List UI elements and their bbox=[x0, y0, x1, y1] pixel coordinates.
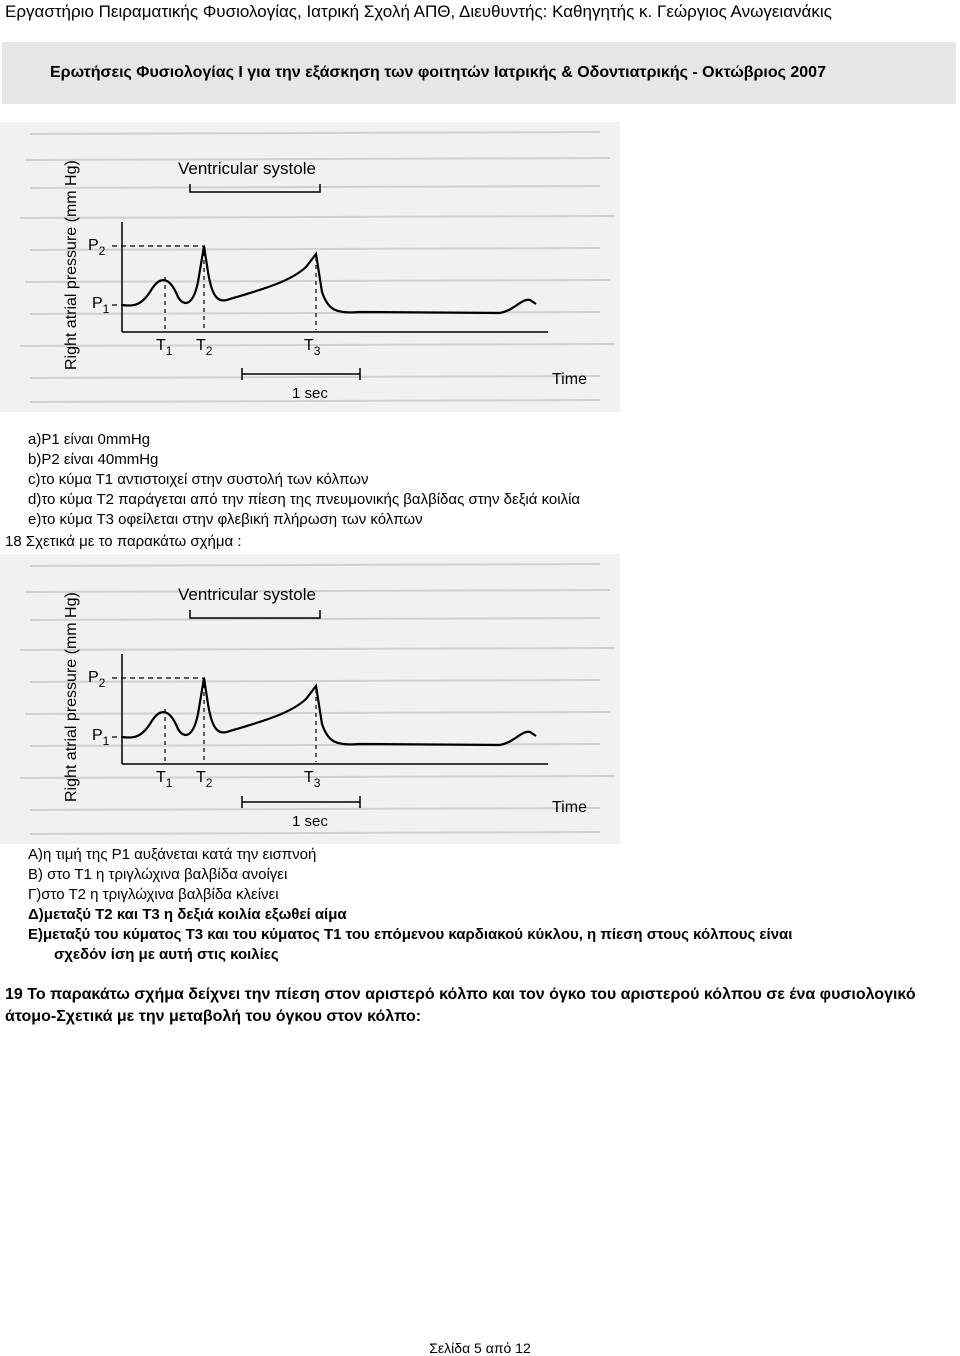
pressure-figure-1 bbox=[0, 122, 620, 412]
t1-label: $T_1$ bbox=[156, 337, 173, 358]
option-E: Ε)μεταξύ του κύματος Τ3 και του κύματος Τ1 του επόμενου καρδιακού κύκλου, η πίεση στους κόλπους είναι bbox=[28, 926, 793, 943]
figure-title: Ventricular systole bbox=[178, 159, 316, 178]
pressure-figure-2 bbox=[0, 554, 620, 844]
option-b: b)P2 είναι 40mmHg bbox=[28, 451, 159, 468]
x-axis-label: Time bbox=[552, 371, 587, 388]
option-D: Δ)μεταξύ Τ2 και Τ3 η δεξιά κοιλία εξωθεί αίμα bbox=[28, 906, 347, 923]
option-E-continuation: σχεδόν ίση με αυτή στις κοιλίες bbox=[54, 946, 279, 963]
p2-label: $P_2$ bbox=[88, 237, 106, 258]
figure-title: Ventricular systole bbox=[178, 585, 316, 604]
p1-label: $P_1$ bbox=[92, 295, 110, 316]
t3-label: $T_3$ bbox=[304, 337, 321, 358]
t2-label: $T_2$ bbox=[196, 769, 213, 790]
option-A: Α)η τιμή της P1 αυξάνεται κατά την εισπνοή bbox=[28, 846, 317, 863]
option-e: e)το κύμα Τ3 οφείλεται στην φλεβική πλήρωση των κόλπων bbox=[28, 511, 423, 528]
t2-label: $T_2$ bbox=[196, 337, 213, 358]
document-header: Εργαστήριο Πειραματικής Φυσιολογίας, Ιατρική Σχολή ΑΠΘ, Διευθυντής: Καθηγητής κ. Γεώργιος Ανωγειανάκις bbox=[5, 2, 832, 21]
option-d: d)το κύμα Τ2 παράγεται από την πίεση της πνευμονικής βαλβίδας στην δεξιά κοιλία bbox=[28, 491, 581, 508]
scale-label: 1 sec bbox=[292, 813, 328, 830]
q19-text: 19 Το παρακάτω σχήμα δείχνει την πίεση στον αριστερό κόλπο και τον όγκο του αριστερού κόλπου σε ένα φυσιολογικό άτομο-Σχετικά με την μεταβολή του όγκου στον κόλπο: bbox=[5, 986, 916, 1025]
document-title: Ερωτήσεις Φυσιολογίας Ι για την εξάσκηση των φοιτητών Ιατρικής & Οδοντιατρικής - Οκτώβριος 2007 bbox=[50, 64, 826, 81]
y-axis-label: Right atrial pressure (mm Hg) bbox=[63, 160, 80, 370]
option-C: Γ)στο Τ2 η τριγλώχινα βαλβίδα κλείνει bbox=[28, 886, 279, 903]
p1-label: $P_1$ bbox=[92, 727, 110, 748]
option-a: a)P1 είναι 0mmHg bbox=[28, 431, 151, 448]
option-c: c)το κύμα Τ1 αντιστοιχεί στην συστολή των κόλπων bbox=[28, 471, 369, 488]
q18-title: 18 Σχετικά με το παρακάτω σχήμα : bbox=[5, 533, 242, 550]
q17-options bbox=[28, 430, 580, 530]
option-B: Β) στο Τ1 η τριγλώχινα βαλβίδα ανοίγει bbox=[28, 866, 288, 883]
t1-label: $T_1$ bbox=[156, 769, 173, 790]
scale-label: 1 sec bbox=[292, 385, 328, 402]
y-axis-label: Right atrial pressure (mm Hg) bbox=[63, 592, 80, 802]
x-axis-label: Time bbox=[552, 799, 587, 816]
title-band bbox=[2, 42, 956, 104]
page-number: Σελίδα 5 από 12 bbox=[429, 1340, 531, 1356]
systole-bracket bbox=[190, 610, 320, 618]
t3-label: $T_3$ bbox=[304, 769, 321, 790]
q18-options bbox=[28, 845, 792, 965]
p2-label: $P_2$ bbox=[88, 669, 106, 690]
